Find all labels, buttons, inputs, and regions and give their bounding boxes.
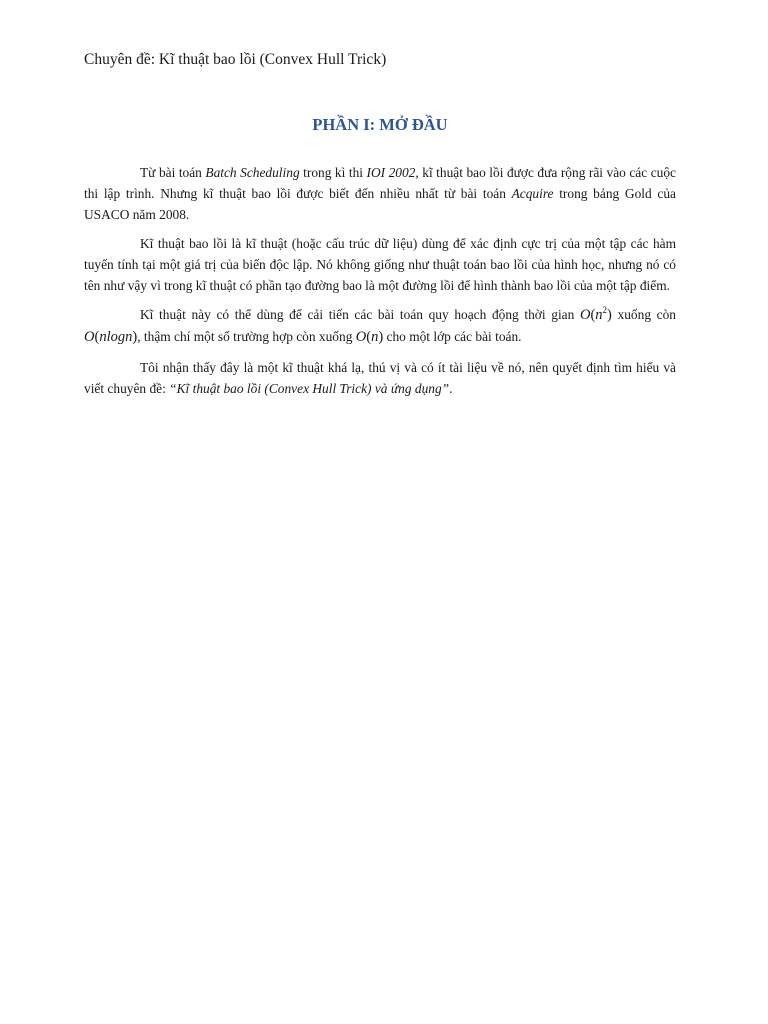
math-complexity-n (356, 329, 383, 345)
text-run: . (449, 381, 453, 396)
text-run: trong kì thi (299, 165, 367, 180)
text-run: cho một lớp các bài toán. (383, 329, 522, 344)
math-symbol: O (84, 329, 95, 345)
paragraph-2: Kĩ thuật bao lồi là kĩ thuật (hoặc cấu trúc dữ liệu) dùng để xác định cực trị của một tập các hàm tuyến tính tại một giá trị của biến độc lập. Nó không giống như thuật toán bao lồi của hình học, nhưng nó có tên như vậy vì trong kĩ thuật có phần tạo đường bao là một đường lồi để hình thành bao lồi của một tập điểm. (84, 236, 676, 293)
math-paren: ) (378, 329, 384, 345)
text-run: , kĩ thuật bao lồi được đưa rộng rãi vào các cuộc thi lập trình. Nhưng kĩ thuật bao lồi được biết đến nhiều nhất từ bài toán (84, 165, 676, 201)
italic-run: “Kĩ thuật bao lồi (Convex Hull Trick) và ứng dụng” (169, 381, 450, 396)
italic-run: Batch Scheduling (205, 165, 300, 180)
math-variable: n (371, 329, 379, 345)
page-header: Chuyên đề: Kĩ thuật bao lồi (Convex Hull Trick) (84, 51, 387, 68)
document-body (84, 162, 676, 407)
italic-run: Acquire (511, 186, 554, 201)
math-paren: ( (94, 329, 100, 345)
text-run: Kĩ thuật này có thể dùng để cải tiến các bài toán quy hoạch động thời gian (140, 307, 580, 322)
text-run: Từ bài toán (140, 165, 206, 180)
paragraph-1 (84, 162, 676, 225)
italic-run: IOI 2002 (366, 165, 416, 180)
math-paren: ) (132, 329, 138, 345)
math-complexity-nlogn (84, 329, 137, 345)
math-paren: ) (607, 307, 612, 323)
paragraph-3 (84, 304, 676, 348)
math-variable: nlogn (99, 329, 133, 345)
math-paren: ( (590, 307, 596, 323)
math-exponent: 2 (602, 305, 608, 315)
math-variable: n (595, 307, 603, 323)
text-run: Tôi nhận thấy đây là một kĩ thuật khá lạ, thú vị và có ít tài liệu về nó, nên quyết định tìm hiểu và viết chuyên đề: (84, 360, 676, 396)
section-title: PHẦN I: MỞ ĐẦU (312, 115, 448, 134)
text-run: xuống còn (611, 307, 676, 322)
math-paren: ( (366, 329, 372, 345)
math-complexity-n-squared (580, 307, 612, 323)
math-symbol: O (355, 329, 367, 345)
math-symbol: O (579, 307, 591, 323)
paragraph-4 (84, 357, 676, 399)
text-run: trong bảng Gold của USACO năm 2008. (84, 186, 676, 222)
text-run: , thậm chí một số trường hợp còn xuống (137, 329, 356, 344)
